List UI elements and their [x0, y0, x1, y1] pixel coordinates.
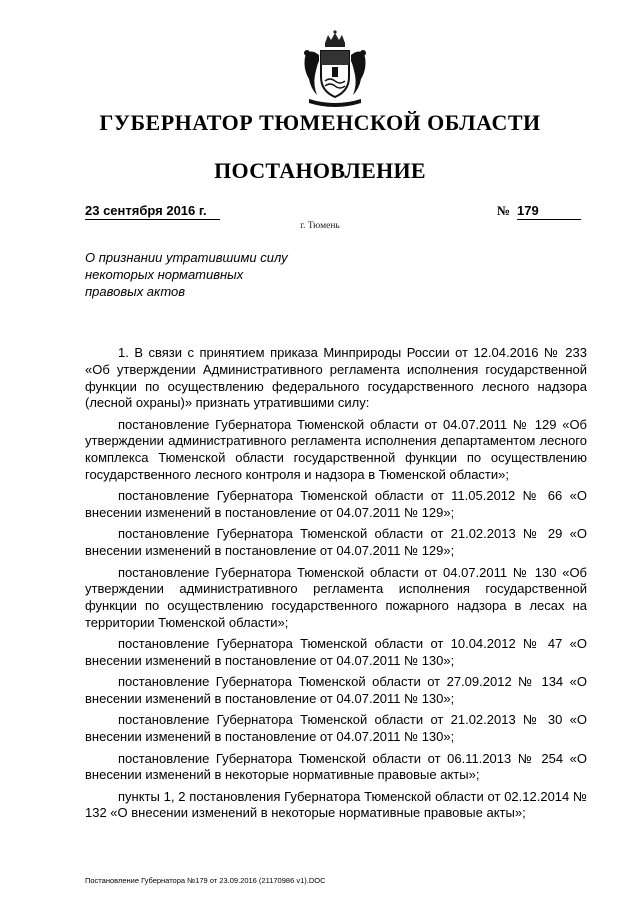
- document-type: ПОСТАНОВЛЕНИЕ: [214, 158, 426, 183]
- number-value: 179: [517, 203, 581, 220]
- body-paragraph: пункты 1, 2 постановления Губернатора Тюменской области от 02.12.2014 № 132 «О внесении изменений в некоторые нормативные правовые акты»;: [85, 788, 587, 821]
- coat-of-arms-icon: [295, 29, 375, 109]
- document-city: г. Тюмень: [300, 221, 340, 231]
- body-paragraph: постановление Губернатора Тюменской области от 06.11.2013 № 254 «О внесении изменений в некоторые нормативные правовые акты»;: [85, 750, 587, 783]
- body-paragraph: постановление Губернатора Тюменской области от 10.04.2012 № 47 «О внесении изменений в постановление от 04.07.2011 № 130»;: [85, 636, 587, 669]
- document-number: [497, 203, 585, 220]
- document-date: 23 сентября 2016 г.: [85, 203, 220, 220]
- number-sign: №: [497, 203, 511, 218]
- subject-line: некоторых нормативных: [85, 267, 244, 282]
- document-subject: [85, 249, 325, 300]
- footer-file-reference: Постановление Губернатора №179 от 23.09.2016 (21170986 v1).DOC: [85, 876, 326, 885]
- body-paragraph: постановление Губернатора Тюменской области от 27.09.2012 № 134 «О внесении изменений в постановление от 04.07.2011 № 130»;: [85, 674, 587, 707]
- body-paragraph: 1. В связи с принятием приказа Минприроды России от 12.04.2016 № 233 «Об утверждении Административного регламента исполнения государственной функции по осуществлению федерального государственного лесного надзора (лесной охраны)» признать утратившими силу:: [85, 345, 587, 411]
- body-paragraph: постановление Губернатора Тюменской области от 04.07.2011 № 130 «Об утверждении административного регламента исполнения государственной функции по осуществлению государственного пожарного надзора в лесах на территории Тюменской области»;: [85, 564, 587, 630]
- body-paragraph: постановление Губернатора Тюменской области от 11.05.2012 № 66 «О внесении изменений в постановление от 04.07.2011 № 129»;: [85, 488, 587, 521]
- subject-line: О признании утратившими силу: [85, 250, 288, 265]
- document-body: [85, 345, 587, 827]
- body-paragraph: постановление Губернатора Тюменской области от 21.02.2013 № 30 «О внесении изменений в постановление от 04.07.2011 № 130»;: [85, 712, 587, 745]
- body-paragraph: постановление Губернатора Тюменской области от 04.07.2011 № 129 «Об утверждении административного регламента исполнения департаментом лесного комплекса Тюменской области государственной функции по осуществлению государственного лесного контроля и надзора в Тюменской области»;: [85, 416, 587, 483]
- authority-title: ГУБЕРНАТОР ТЮМЕНСКОЙ ОБЛАСТИ: [99, 110, 541, 135]
- body-paragraph: постановление Губернатора Тюменской области от 21.02.2013 № 29 «О внесении изменений в постановление от 04.07.2011 № 129»;: [85, 526, 587, 559]
- subject-line: правовых актов: [85, 284, 186, 299]
